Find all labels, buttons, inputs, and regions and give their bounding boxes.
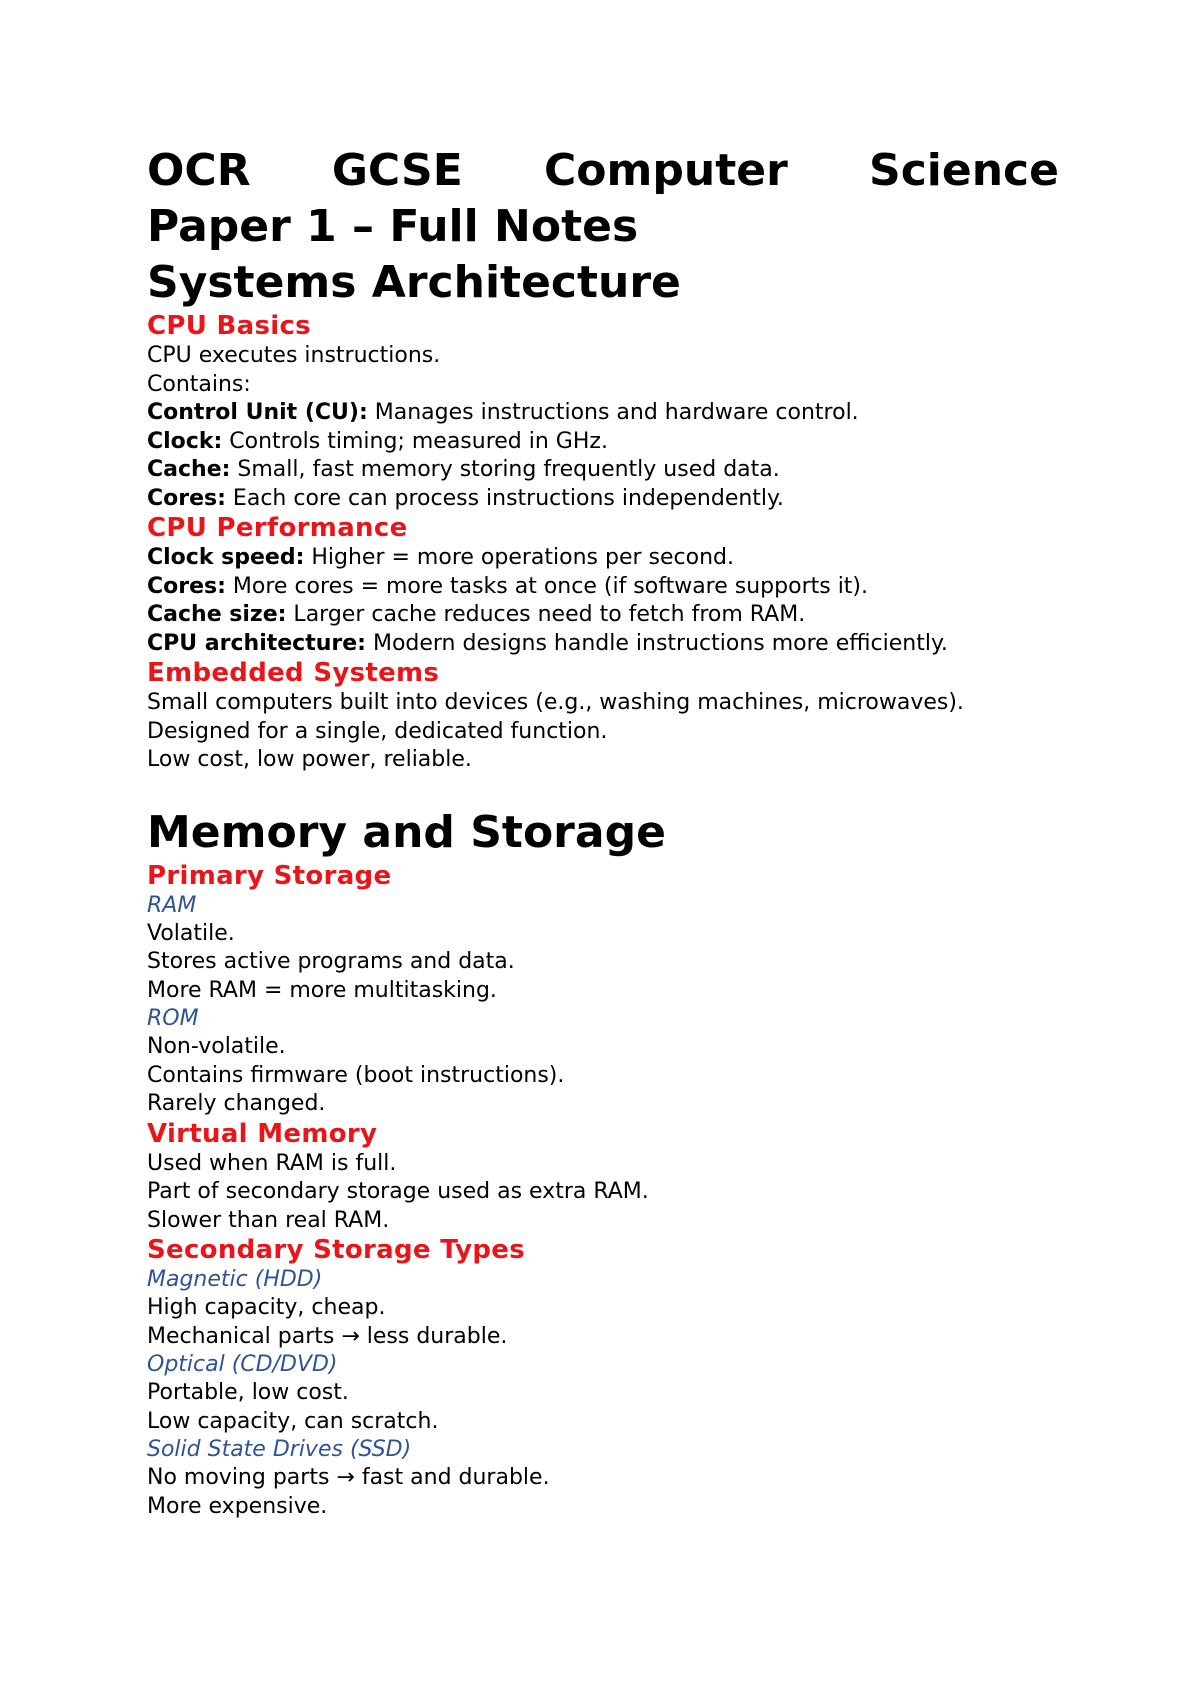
note-line: Non-volatile. (147, 1034, 286, 1059)
subheading-virtual-memory: Virtual Memory (147, 1118, 378, 1149)
note-line: Slower than real RAM. (147, 1207, 390, 1233)
term-label: Control Unit (CU): (147, 400, 368, 425)
note-line: More expensive. (147, 1493, 328, 1519)
subsubheading-magnetic-hdd: Magnetic (HDD) (147, 1267, 323, 1292)
note-line: Low cost, low power, reliable. (147, 747, 472, 772)
note-line: Mechanical parts → less durable. (147, 1323, 508, 1349)
note-line: Cores: More cores = more tasks at once (if software supports it). (147, 573, 869, 599)
section-heading-systems-architecture: Systems Architecture (147, 257, 681, 308)
subheading-cpu-basics: CPU Basics (147, 311, 311, 341)
note-line: CPU executes instructions. (147, 343, 441, 368)
note-line: Rarely changed. (147, 1091, 326, 1116)
document-page (147, 143, 1057, 1521)
subsubheading-ssd: Solid State Drives (SSD) (147, 1437, 412, 1462)
title-line-2: Paper 1 – Full Notes (147, 201, 639, 252)
note-line: CPU architecture: Modern designs handle instructions more efficiently. (147, 630, 948, 656)
note-line: Contains firmware (boot instructions). (147, 1062, 565, 1088)
note-line: No moving parts → fast and durable. (147, 1465, 550, 1490)
subheading-secondary-storage-types: Secondary Storage Types (147, 1235, 526, 1265)
section-heading-memory-and-storage: Memory and Storage (147, 806, 666, 858)
note-line: Clock: Controls timing; measured in GHz. (147, 428, 608, 454)
note-line: Stores active programs and data. (147, 949, 515, 974)
title-line-1 (147, 143, 1059, 199)
note-line: Clock speed: Higher = more operations per second. (147, 545, 734, 570)
note-line: Cache size: Larger cache reduces need to fetch from RAM. (147, 602, 806, 627)
term-label: Cores: (147, 485, 226, 511)
title-word: OCR (147, 145, 251, 196)
note-line: Cores: Each core can process instructions independently. (147, 485, 784, 511)
title-word: Computer (544, 145, 788, 196)
note-line: High capacity, cheap. (147, 1295, 386, 1320)
note-line: More RAM = more multitasking. (147, 977, 497, 1003)
note-line: Contains: (147, 371, 251, 397)
subheading-primary-storage: Primary Storage (147, 860, 392, 891)
term-label: Cache: (147, 457, 231, 482)
title-word: GCSE (331, 145, 463, 196)
note-line: Portable, low cost. (147, 1380, 349, 1405)
note-line: Volatile. (147, 920, 235, 946)
document-title (147, 143, 1057, 255)
note-line: Cache: Small, fast memory storing frequently used data. (147, 457, 780, 482)
subsubheading-rom: ROM (147, 1006, 199, 1031)
note-line: Control Unit (CU): Manages instructions and hardware control. (147, 400, 859, 425)
subheading-embedded-systems: Embedded Systems (147, 658, 440, 688)
title-word: Science (869, 145, 1059, 196)
subsubheading-ram: RAM (147, 892, 197, 918)
note-line: Part of secondary storage used as extra RAM. (147, 1179, 649, 1204)
note-line: Used when RAM is full. (147, 1150, 397, 1176)
subheading-cpu-performance: CPU Performance (147, 513, 408, 543)
term-label: CPU architecture: (147, 630, 366, 656)
term-label: Clock: (147, 428, 223, 454)
note-line: Small computers built into devices (e.g., washing machines, microwaves). (147, 690, 964, 715)
term-label: Cache size: (147, 602, 287, 627)
note-line: Designed for a single, dedicated function. (147, 718, 608, 744)
subsubheading-optical-cd-dvd: Optical (CD/DVD) (147, 1352, 338, 1377)
term-label: Clock speed: (147, 545, 305, 570)
note-line: Low capacity, can scratch. (147, 1408, 439, 1434)
term-label: Cores: (147, 573, 226, 599)
